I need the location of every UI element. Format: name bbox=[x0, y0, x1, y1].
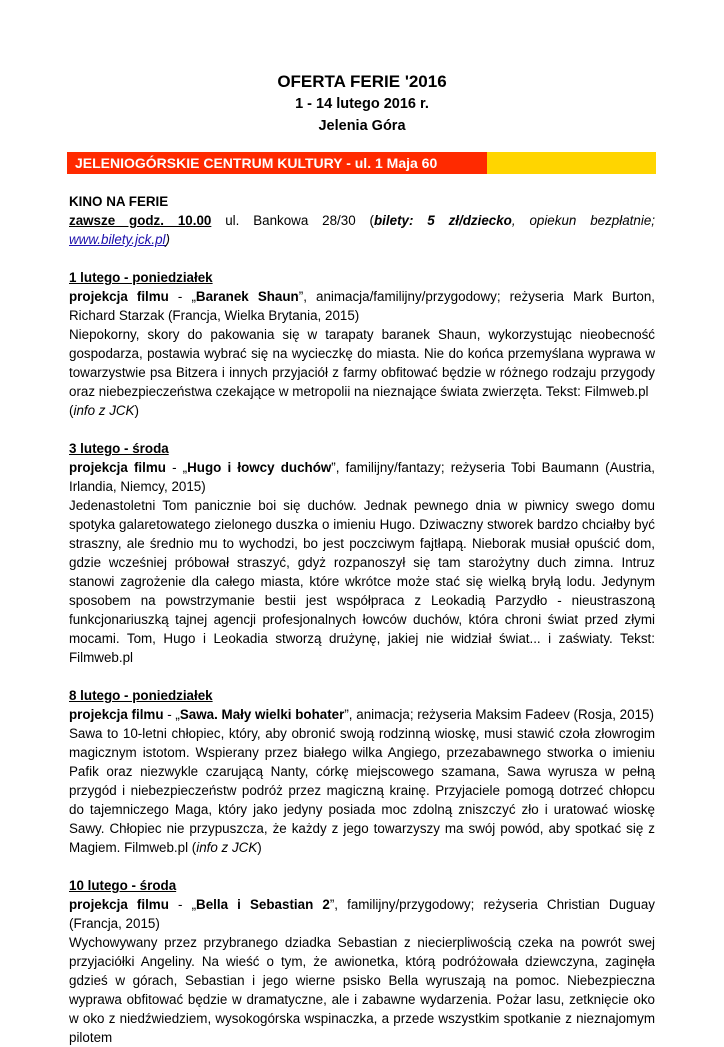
kino-info-line bbox=[69, 211, 655, 249]
kino-guardian: , opiekun bezpłatnie; bbox=[511, 213, 655, 228]
event-info-open: ( bbox=[69, 403, 74, 418]
event-title-line bbox=[69, 458, 655, 496]
event-description-text: Niepokorny, skory do pakowania się w tarapaty baranek Shaun, wykorzystując nieobecność gospodarza, postawia wybrać się na wycieczkę do miasta. Nie do końca przemyślana wyprawa w towarzystwie psa Bitzera i innych przyjaciół z farmy obfitować będzie w różnego rodzaju przygody oraz niebezpieczeństwa czekające w metropolii na nieznające świata zwierzęta. Tekst: Filmweb.pl bbox=[69, 327, 655, 399]
kino-time: zawsze godz. 10.00 bbox=[69, 213, 212, 228]
event-description bbox=[69, 325, 655, 420]
event-prefix: projekcja filmu bbox=[69, 707, 164, 722]
document-title: OFERTA FERIE '2016 bbox=[277, 72, 447, 91]
banner-yellow-segment bbox=[487, 152, 656, 174]
event-info-close: ) bbox=[134, 403, 139, 418]
event-title-open: - „ bbox=[168, 897, 197, 912]
event-film-title: Sawa. Mały wielki bohater bbox=[179, 707, 345, 722]
event-details: ”, animacja/familijny/przygodowy; reżyseria Mark Burton, Richard Starzak (Francja, Wielka Brytania, 2015) bbox=[69, 289, 655, 323]
event-title-open: - „ bbox=[163, 707, 180, 722]
document-city: Jelenia Góra bbox=[318, 118, 406, 134]
section-heading-kino: KINO NA FERIE bbox=[69, 194, 169, 209]
event-date: 8 lutego - poniedziałek bbox=[69, 688, 213, 703]
event-film-title: Hugo i łowcy duchów bbox=[187, 460, 332, 475]
event-description bbox=[69, 724, 655, 857]
event-title-line bbox=[69, 287, 655, 325]
event-prefix: projekcja filmu bbox=[69, 460, 166, 475]
event-title-line bbox=[69, 895, 655, 933]
event-details: ”, familijny/fantazy; reżyseria Tobi Baumann (Austria, Irlandia, Niemcy, 2015) bbox=[69, 460, 655, 494]
kino-address: ul. Bankowa 28/30 ( bbox=[211, 213, 374, 228]
event-prefix: projekcja filmu bbox=[69, 897, 169, 912]
event-date: 10 lutego - środa bbox=[69, 878, 177, 893]
tickets-link[interactable]: www.bilety.jck.pl bbox=[69, 232, 166, 247]
event-description-text: Sawa to 10-letni chłopiec, który, aby obronić swoją rodzinną wioskę, musi stawić czoła złowrogim magicznym istotom. Wspierany przez białego wilka Angiego, przezabawnego stworka o imieniu Pafik oraz niezwykle czarującą Nanty, córkę miejscowego szamana, Sawa wyrusza w pełną przygód i niebezpieczeństw podróż przez magiczną krainę. Przyjaciele pomogą dotrzeć chłopcu do tajemniczego Maga, który jako jedyny posiada moc zdolną zniszczyć zło i uratować wioskę Sawy. Chłopiec nie przypuszcza, że każdy z jego towarzyszy ma swój powód, aby spotkać się z Magiem. Filmweb.pl bbox=[69, 726, 655, 855]
event-info-close: ) bbox=[257, 840, 262, 855]
event-info-open: ( bbox=[188, 840, 197, 855]
event-date: 3 lutego - środa bbox=[69, 441, 169, 456]
event-details: ”, familijny/przygodowy; reżyseria Christian Duguay (Francja, 2015) bbox=[69, 897, 655, 931]
event-prefix: projekcja filmu bbox=[69, 289, 169, 304]
event-description: Wychowywany przez przybranego dziadka Sebastian z niecierpliwością czeka na powrót swej przyjaciółki Angeliny. Na wieść o tym, że awionetka, którą podróżowała dziewczyna, zaginęła gdzieś w górach, Sebastian i jego wierne psisko Bella wyruszają na pomoc. Niebezpieczna wyprawa obfitować będzie w dramatyczne, ale i zabawne wydarzenia. Pożar lasu, zetknięcie oko w oko z niedźwiedziem, wysokogórska wspinaczka, a przede wszystkim spotkanie z nieznajomym pilotem bbox=[69, 935, 655, 1045]
event-details: ”, animacja; reżyseria Maksim Fadeev (Rosja, 2015) bbox=[344, 707, 654, 722]
document-header bbox=[0, 71, 724, 137]
event-film-title: Bella i Sebastian 2 bbox=[196, 897, 330, 912]
event-title-open: - „ bbox=[165, 460, 188, 475]
venue-banner bbox=[67, 152, 656, 174]
event-film-title: Baranek Shaun bbox=[195, 289, 299, 304]
kino-close-paren: ) bbox=[165, 232, 170, 247]
event-info-source: info z JCK bbox=[196, 840, 258, 855]
event-description: Jedenastoletni Tom panicznie boi się duchów. Jednak pewnego dnia w piwnicy swego domu spotyka galaretowatego zielonego duszka o imieniu Hugo. Dziwaczny stworek bardzo chciałby być straszny, ale średnio mu to wychodzi, bo jest poczciwym fajtłapą. Nieborak musiał opuścić dom, gdzie wcześniej próbował straszyć, gdyż rozpanoszył się tam starożytny duch zimna. Intruz stanowi zagrożenie dla całego miasta, które wkrótce może stać się wielką bryłą lodu. Jedynym sposobem na powstrzymanie bestii jest współpraca z Leokadią Parzydło - nieustraszoną funkcjonariuszką tajnej agencji profesjonalnych łowców duchów, która chroni świat przed złymi mocami. Tom, Hugo i Leokadia stworzą drużynę, jakiej nie widział świat... i zaświaty. Tekst: Filmweb.pl bbox=[69, 498, 655, 665]
event-title-open: - „ bbox=[168, 289, 196, 304]
event-title-line bbox=[69, 705, 655, 724]
document-dates: 1 - 14 lutego 2016 r. bbox=[295, 96, 429, 112]
event-date: 1 lutego - poniedziałek bbox=[69, 270, 213, 285]
document-body bbox=[69, 192, 655, 1047]
venue-banner-text: JELENIOGÓRSKIE CENTRUM KULTURY - ul. 1 Maja 60 bbox=[75, 155, 438, 171]
kino-tickets: bilety: 5 zł/dziecko bbox=[374, 213, 512, 228]
event-info-source: info z JCK bbox=[73, 403, 135, 418]
